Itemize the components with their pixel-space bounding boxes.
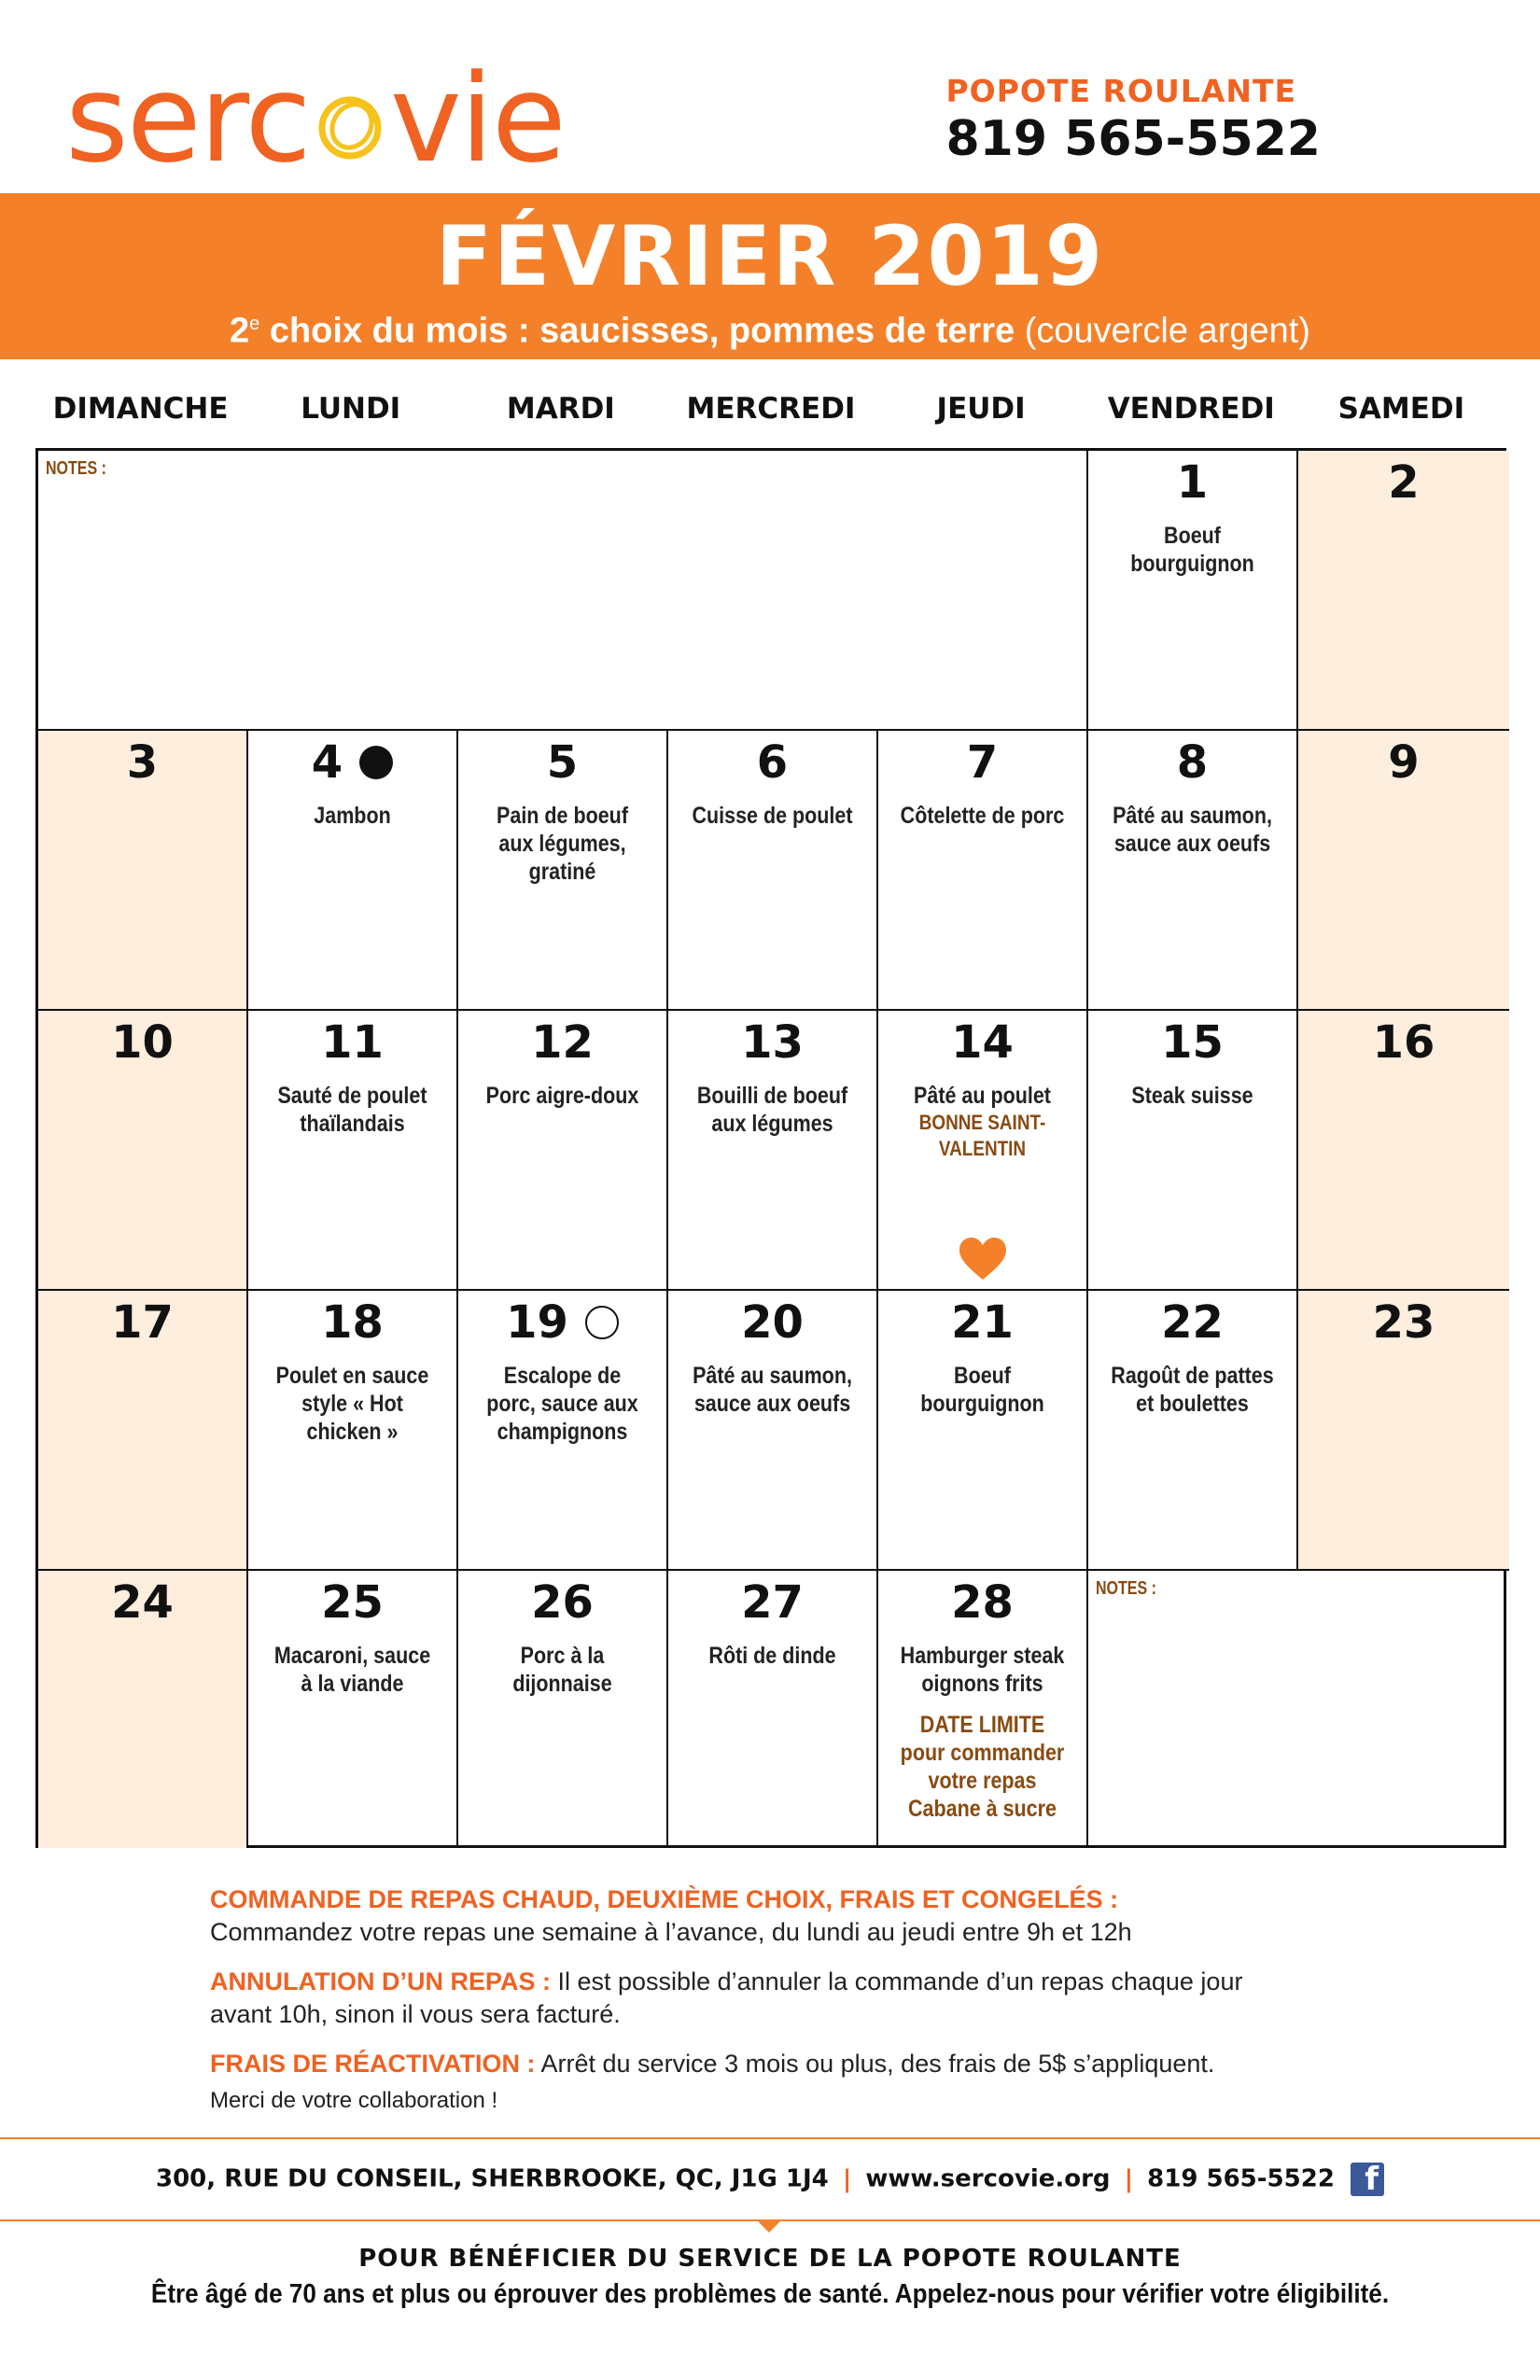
day-cell-27: [668, 1571, 878, 1848]
day-cell-16: [1298, 1011, 1509, 1291]
day-cell-8: [1088, 731, 1298, 1011]
second-choice-note: (couvercle argent): [1015, 311, 1310, 351]
day-cell-6: [668, 731, 878, 1011]
weekday-tuesday: MARDI: [506, 392, 615, 426]
day-number: 11: [321, 1016, 384, 1069]
day-number: 14: [951, 1016, 1014, 1069]
day-meal: Boeuf bourguignon: [920, 1363, 1044, 1417]
day-cell-9: [1298, 731, 1509, 1011]
day-number: 8: [1176, 736, 1209, 789]
website-link[interactable]: www.sercovie.org: [865, 2164, 1111, 2193]
weekday-monday: LUNDI: [301, 392, 401, 426]
reactivation-paragraph: [210, 2048, 1423, 2080]
notes-cell-top: [38, 451, 1088, 731]
day-cell-24: [38, 1571, 248, 1848]
day-meal: Pâté au poulet: [914, 1083, 1051, 1109]
day-number: 28: [951, 1576, 1014, 1629]
service-phone: 819 565-5522: [945, 111, 1321, 167]
cancel-paragraph: [210, 1966, 1255, 2031]
heart-icon: [958, 1237, 1008, 1281]
day-meal: Pâté au saumon, sauce aux oeufs: [693, 1363, 852, 1417]
day-number-row: [506, 1296, 619, 1349]
day-number: 19: [506, 1296, 568, 1349]
day-cell-26: [458, 1571, 668, 1848]
day-cell-5: [458, 731, 668, 1011]
reactivation-text: Arrêt du service 3 mois ou plus, des frais de 5$ s’appliquent.: [535, 2050, 1215, 2078]
day-cell-28: [878, 1571, 1088, 1848]
day-cell-21: [878, 1291, 1088, 1571]
notes-label: NOTES :: [46, 458, 106, 479]
day-number: 16: [1372, 1016, 1435, 1069]
day-meal: Porc à la dijonnaise: [512, 1643, 612, 1697]
separator: |: [842, 2164, 852, 2193]
service-contact: [945, 73, 1321, 167]
day-number: 26: [531, 1576, 594, 1629]
sercovie-logo: [65, 48, 565, 189]
weekday-saturday: SAMEDI: [1337, 392, 1465, 426]
weekday-header-row: [35, 392, 1506, 426]
eligibility-text: Être âgé de 70 ans et plus ou éprouver des problèmes de santé. Appelez-nous pour vérifier votre éligibilité.: [150, 2279, 1390, 2309]
valentine-message: BONNE SAINT-VALENTIN: [918, 1111, 1046, 1160]
day-meal: Porc aigre-doux: [485, 1083, 639, 1109]
day-number: 18: [321, 1296, 384, 1349]
footer-phone: 819 565-5522: [1147, 2164, 1335, 2193]
day-number: 21: [951, 1296, 1014, 1349]
day-number: 27: [741, 1576, 804, 1629]
day-number: 4: [311, 736, 343, 789]
day-number: 24: [111, 1576, 174, 1629]
separator: |: [1124, 2164, 1134, 2193]
second-choice-label: choix du mois :: [259, 311, 540, 351]
day-cell-3: [38, 731, 248, 1011]
day-number: 10: [111, 1016, 174, 1069]
day-cell-17: [38, 1291, 248, 1571]
day-meal: Cuisse de poulet: [692, 803, 853, 829]
day-cell-19: [458, 1291, 668, 1571]
day-meal: Sauté de poulet thaïlandais: [277, 1083, 427, 1137]
day-cell-11: [248, 1011, 458, 1291]
month-banner: [0, 193, 1540, 359]
day-meal: Pain de boeuf aux légumes, gratiné: [497, 803, 628, 885]
calendar-grid: [35, 448, 1506, 1848]
second-choice-meal: saucisses, pommes de terre: [539, 311, 1015, 351]
thanks-note: Merci de votre collaboration !: [210, 2088, 498, 2113]
notes-cell-bottom: [1088, 1571, 1509, 1848]
day-number: 25: [321, 1576, 384, 1629]
new-moon-icon: [585, 1306, 619, 1339]
day-cell-13: [668, 1011, 878, 1291]
day-cell-22: [1088, 1291, 1298, 1571]
deadline-notice: [893, 1711, 1072, 1823]
day-number: 15: [1161, 1016, 1224, 1069]
day-number: 9: [1388, 736, 1420, 789]
notes-label: NOTES :: [1096, 1578, 1156, 1599]
day-cell-23: [1298, 1291, 1509, 1571]
ordering-info: [210, 1883, 1423, 2134]
reactivation-heading: FRAIS DE RÉACTIVATION :: [210, 2050, 536, 2078]
day-meal: Pâté au saumon, sauce aux oeufs: [1113, 803, 1272, 857]
day-cell-7: [878, 731, 1088, 1011]
day-number: 17: [111, 1296, 174, 1349]
logo-text-start: serc: [65, 48, 310, 189]
day-number-row: [312, 736, 393, 789]
day-number: 3: [126, 736, 159, 789]
day-meal: Poulet en sauce style « Hot chicken »: [275, 1363, 429, 1445]
deadline-title: DATE LIMITE: [919, 1712, 1045, 1738]
day-meal: Jambon: [314, 803, 391, 829]
second-choice-line: [0, 303, 1540, 352]
full-moon-icon: [359, 746, 393, 779]
day-meal: Ragoût de pattes et boulettes: [1111, 1363, 1274, 1417]
day-number: 2: [1388, 456, 1420, 509]
day-cell-14: [878, 1011, 1088, 1291]
day-cell-4: [248, 731, 458, 1011]
ordinal: 2: [230, 311, 250, 351]
day-meal: Bouilli de boeuf aux légumes: [696, 1083, 848, 1137]
cancel-heading: ANNULATION D’UN REPAS :: [210, 1967, 551, 1995]
day-number: 6: [756, 736, 789, 789]
service-name: POPOTE ROULANTE: [945, 73, 1297, 109]
month-title: FÉVRIER 2019: [435, 208, 1105, 304]
order-text: Commandez votre repas une semaine à l’avance, du lundi au jeudi entre 9h et 12h: [210, 1918, 1132, 1946]
footer-contact-line: [0, 2163, 1540, 2196]
logo-o-swirl-icon: [314, 90, 386, 162]
cancel-text: Il est possible d’annuler la commande d’un repas chaque jour avant 10h, sinon il vous sera facturé.: [210, 1967, 1243, 2028]
day-meal: Macaroni, sauce à la viande: [273, 1643, 431, 1697]
day-number: 1: [1176, 456, 1209, 509]
address: 300, RUE DU CONSEIL, SHERBROOKE, QC, J1G 1J4: [156, 2164, 829, 2193]
day-meal: Côtelette de porc: [900, 803, 1065, 829]
deadline-text: pour commander votre repas Cabane à sucre: [900, 1740, 1065, 1822]
day-number: 20: [741, 1296, 804, 1349]
ordinal-suffix: e: [249, 314, 260, 334]
logo-text-end: vie: [389, 48, 565, 189]
eligibility-title: POUR BÉNÉFICIER DU SERVICE DE LA POPOTE ROULANTE: [358, 2245, 1182, 2273]
divider-arrow-icon: [756, 2219, 782, 2233]
day-meal: Steak suisse: [1131, 1083, 1253, 1109]
day-cell-18: [248, 1291, 458, 1571]
day-cell-2: [1298, 451, 1509, 731]
day-number: 22: [1161, 1296, 1224, 1349]
weekday-thursday: JEUDI: [936, 392, 1026, 426]
day-number: 7: [966, 736, 999, 789]
weekday-friday: VENDREDI: [1107, 392, 1275, 426]
footer-divider-top: [0, 2137, 1540, 2139]
day-number: 23: [1372, 1296, 1435, 1349]
day-cell-25: [248, 1571, 458, 1848]
day-meal: Boeuf bourguignon: [1130, 523, 1254, 577]
order-heading: COMMANDE DE REPAS CHAUD, DEUXIÈME CHOIX, FRAIS ET CONGELÉS :: [210, 1885, 1119, 1913]
order-paragraph: [210, 1883, 1423, 1949]
weekday-sunday: DIMANCHE: [52, 392, 229, 426]
day-number: 13: [741, 1016, 804, 1069]
weekday-wednesday: MERCREDI: [686, 392, 856, 426]
day-cell-15: [1088, 1011, 1298, 1291]
day-meal: Escalope de porc, sauce aux champignons: [486, 1363, 638, 1445]
day-cell-20: [668, 1291, 878, 1571]
day-meal: Hamburger steak oignons frits: [900, 1643, 1065, 1697]
day-number: 12: [531, 1016, 594, 1069]
day-number: 5: [546, 736, 579, 789]
facebook-icon[interactable]: f: [1351, 2163, 1384, 2196]
day-cell-10: [38, 1011, 248, 1291]
day-cell-12: [458, 1011, 668, 1291]
day-meal: Rôti de dinde: [708, 1643, 836, 1669]
day-cell-1: [1088, 451, 1298, 731]
